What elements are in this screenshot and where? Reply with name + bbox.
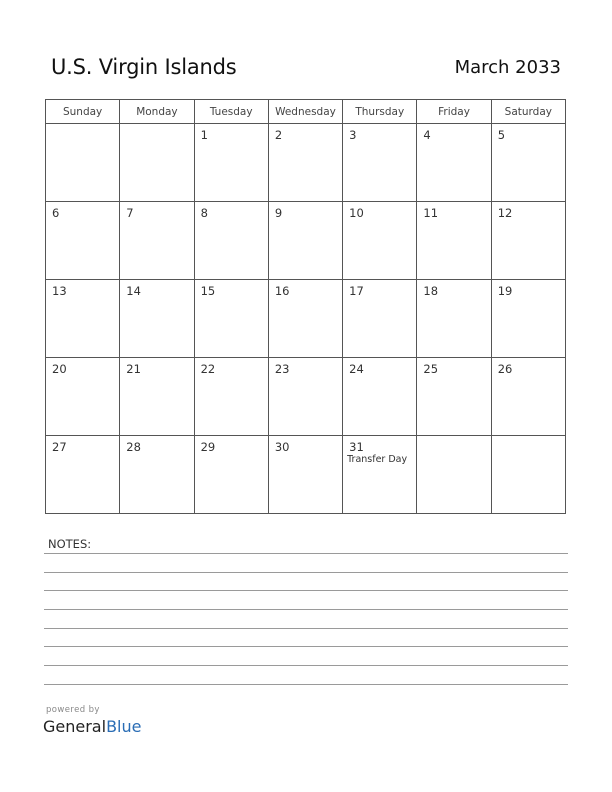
day-cell (194, 280, 268, 358)
day-number: 31 (349, 440, 364, 454)
note-line (44, 684, 568, 685)
day-number: 2 (274, 128, 283, 142)
day-cell (194, 124, 268, 202)
day-cell (46, 358, 120, 436)
day-number: 24 (349, 362, 364, 376)
day-number: 15 (200, 284, 216, 298)
day-number: 17 (349, 284, 364, 298)
day-cell (417, 358, 491, 436)
note-line (44, 590, 568, 591)
day-number: 26 (497, 362, 513, 376)
day-cell (46, 202, 120, 280)
day-cell (343, 358, 417, 436)
weekday-header-row (46, 100, 566, 124)
day-cell (491, 280, 565, 358)
day-cell (417, 202, 491, 280)
day-cell (268, 124, 342, 202)
day-number: 11 (423, 206, 439, 220)
day-number: 13 (52, 284, 67, 298)
week-row (46, 358, 566, 436)
day-number: 25 (423, 362, 439, 376)
day-number: 6 (52, 206, 60, 220)
day-number: 30 (274, 440, 290, 454)
day-cell (120, 436, 194, 514)
brand-blue-text: Blue (106, 717, 142, 736)
weekday-header: Monday (120, 100, 194, 124)
day-cell (417, 280, 491, 358)
day-cell (268, 202, 342, 280)
week-row (46, 436, 566, 514)
week-row (46, 124, 566, 202)
day-number: 19 (497, 284, 513, 298)
weekday-header: Sunday (46, 100, 120, 124)
weekday-header: Thursday (343, 100, 417, 124)
note-line (44, 628, 568, 629)
weekday-header: Tuesday (194, 100, 268, 124)
day-cell (194, 358, 268, 436)
day-number: 23 (274, 362, 290, 376)
day-number: 3 (349, 128, 357, 142)
day-number: 12 (497, 206, 513, 220)
day-cell (343, 202, 417, 280)
weekday-header: Saturday (491, 100, 565, 124)
day-cell (417, 436, 491, 514)
note-line (44, 572, 568, 573)
note-line (44, 609, 568, 610)
day-number: 22 (200, 362, 216, 376)
day-cell (417, 124, 491, 202)
week-row (46, 202, 566, 280)
day-cell (491, 436, 565, 514)
calendar-month-title: March 2033 (454, 57, 561, 78)
day-cell (491, 358, 565, 436)
day-cell (194, 202, 268, 280)
day-cell (343, 280, 417, 358)
day-cell (120, 358, 194, 436)
day-cell (120, 280, 194, 358)
day-cell (268, 436, 342, 514)
calendar-country-title: U.S. Virgin Islands (51, 55, 237, 79)
day-number: 21 (126, 362, 141, 376)
week-row (46, 280, 566, 358)
day-number: 5 (497, 128, 506, 142)
note-line (44, 553, 568, 554)
note-line (44, 646, 568, 647)
day-cell (120, 124, 194, 202)
day-cell (46, 436, 120, 514)
day-cell (491, 124, 565, 202)
generalblue-logo[interactable] (43, 717, 141, 736)
day-number: 10 (349, 206, 364, 220)
day-number: 16 (274, 284, 290, 298)
day-number: 20 (52, 362, 67, 376)
day-cell (343, 124, 417, 202)
calendar-grid (45, 99, 566, 514)
weekday-header: Friday (417, 100, 491, 124)
holiday-label: Transfer Day (347, 454, 408, 465)
day-number: 9 (274, 206, 283, 220)
day-number: 7 (126, 206, 134, 220)
day-number: 29 (200, 440, 216, 454)
day-cell (46, 280, 120, 358)
note-line (44, 665, 568, 666)
brand-general-text: General (43, 717, 107, 736)
day-cell (120, 202, 194, 280)
day-cell (268, 358, 342, 436)
day-number: 8 (200, 206, 208, 220)
day-cell (194, 436, 268, 514)
powered-by-text: powered by (46, 705, 100, 715)
day-number: 14 (126, 284, 141, 298)
day-number: 4 (423, 128, 431, 142)
day-number: 1 (200, 128, 208, 142)
day-cell (343, 436, 417, 514)
day-cell (491, 202, 565, 280)
notes-label: NOTES: (48, 537, 92, 551)
day-number: 27 (52, 440, 67, 454)
day-cell (46, 124, 120, 202)
day-cell (268, 280, 342, 358)
day-number: 18 (423, 284, 439, 298)
weekday-header: Wednesday (268, 100, 342, 124)
day-number: 28 (126, 440, 141, 454)
